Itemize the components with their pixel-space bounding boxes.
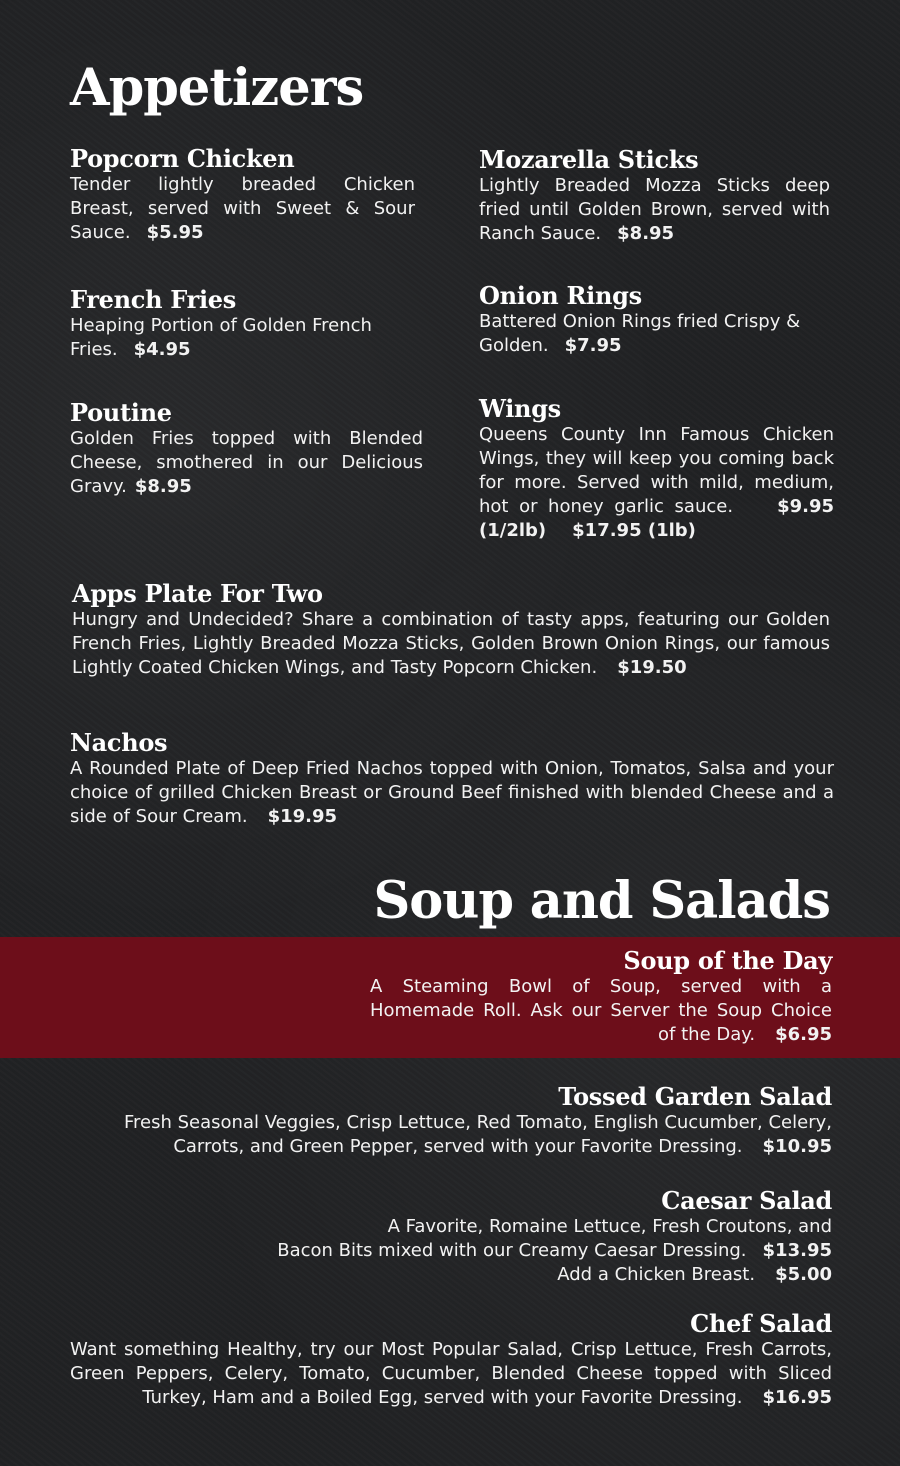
item-addon: Add a Chicken Breast. <box>557 1264 756 1285</box>
item-price: $19.50 <box>617 657 687 678</box>
item-price: $8.95 <box>617 223 675 244</box>
item-description: Hungry and Undecided? Share a combination of tasty apps, featuring our Golden French Fries, Lightly Breaded Mozza Sticks, Golden Brown Onion Rings, our famous Lightly Coated Chicken Wings, and Tasty Popcorn Chicken. <box>72 609 830 678</box>
item-price: $4.95 <box>133 339 191 360</box>
menu-item-popcorn-chicken <box>70 145 415 245</box>
menu-item-french-fries <box>70 286 400 362</box>
menu-item-chef-salad <box>70 1310 832 1410</box>
menu-item-tossed-garden-salad <box>110 1083 832 1159</box>
item-price-half: $9.95 (1/2lb) <box>479 496 834 541</box>
menu-item-soup-of-the-day <box>370 947 832 1047</box>
item-name: Chef Salad <box>690 1309 832 1338</box>
item-description: Heaping Portion of Golden French Fries. <box>70 315 372 360</box>
item-price: $19.95 <box>267 806 338 827</box>
item-description: Battered Onion Rings fried Crispy & Golden. <box>479 311 801 356</box>
item-name: Mozarella Sticks <box>479 145 699 174</box>
item-price: $8.95 <box>134 476 192 497</box>
item-description-line-2: Bacon Bits mixed with our Creamy Caesar Dressing. <box>277 1240 747 1261</box>
item-price: $5.95 <box>146 222 204 243</box>
item-description: Want something Healthy, try our Most Popular Salad, Crisp Lettuce, Fresh Carrots, Green Peppers, Celery, Tomato, Cucumber, Blended Cheese topped with Sliced Turkey, Ham and a Boiled Egg, served with your Favorite Dressing. <box>70 1339 832 1408</box>
soup-salads-heading: Soup and Salads <box>373 871 830 931</box>
item-description: Fresh Seasonal Veggies, Crisp Lettuce, Red Tomato, English Cucumber, Celery, Carrots, and Green Pepper, served with your Favorite Dressing. <box>124 1112 832 1157</box>
item-name: Caesar Salad <box>661 1186 832 1215</box>
item-name: Nachos <box>70 728 168 757</box>
item-name: Apps Plate For Two <box>72 579 323 608</box>
menu-item-mozarella-sticks <box>479 146 830 246</box>
item-price: $7.95 <box>564 335 622 356</box>
appetizers-heading: Appetizers <box>70 58 364 118</box>
item-price: $6.95 <box>775 1024 832 1045</box>
item-description-line-1: A Favorite, Romaine Lettuce, Fresh Croutons, and <box>387 1216 832 1237</box>
item-price: $16.95 <box>762 1387 832 1408</box>
menu-item-caesar-salad <box>240 1187 832 1287</box>
item-description: Lightly Breaded Mozza Sticks deep fried until Golden Brown, served with Ranch Sauce. <box>479 175 830 244</box>
item-name: Wings <box>479 394 561 423</box>
menu-item-apps-plate <box>72 580 830 680</box>
item-name: French Fries <box>70 285 236 314</box>
item-addon-price: $5.00 <box>775 1264 832 1285</box>
item-description: A Steaming Bowl of Soup, served with a Homemade Roll. Ask our Server the Soup Choice of the Day. <box>370 976 832 1045</box>
item-description: Tender lightly breaded Chicken Breast, served with Sweet & Sour Sauce. <box>70 174 415 243</box>
menu-item-nachos <box>70 729 834 829</box>
menu-item-onion-rings <box>479 282 824 358</box>
item-price: $13.95 <box>762 1240 832 1261</box>
item-name: Popcorn Chicken <box>70 144 295 173</box>
item-name: Onion Rings <box>479 281 642 310</box>
item-price-full: $17.95 (1lb) <box>572 520 696 541</box>
item-name: Soup of the Day <box>623 946 832 975</box>
item-description: Queens County Inn Famous Chicken Wings, they will keep you coming back for more. Served with mild, medium, hot or honey garlic sauce. <box>479 424 834 517</box>
item-description: A Rounded Plate of Deep Fried Nachos topped with Onion, Tomatos, Salsa and your choice of grilled Chicken Breast or Ground Beef finished with blended Cheese and a side of Sour Cream. <box>70 758 834 827</box>
item-description: Golden Fries topped with Blended Cheese, smothered in our Delicious Gravy. <box>70 428 423 497</box>
item-price: $10.95 <box>762 1136 832 1157</box>
menu-item-poutine <box>70 399 423 499</box>
item-name: Poutine <box>70 398 172 427</box>
menu-item-wings <box>479 395 834 543</box>
item-name: Tossed Garden Salad <box>558 1082 832 1111</box>
